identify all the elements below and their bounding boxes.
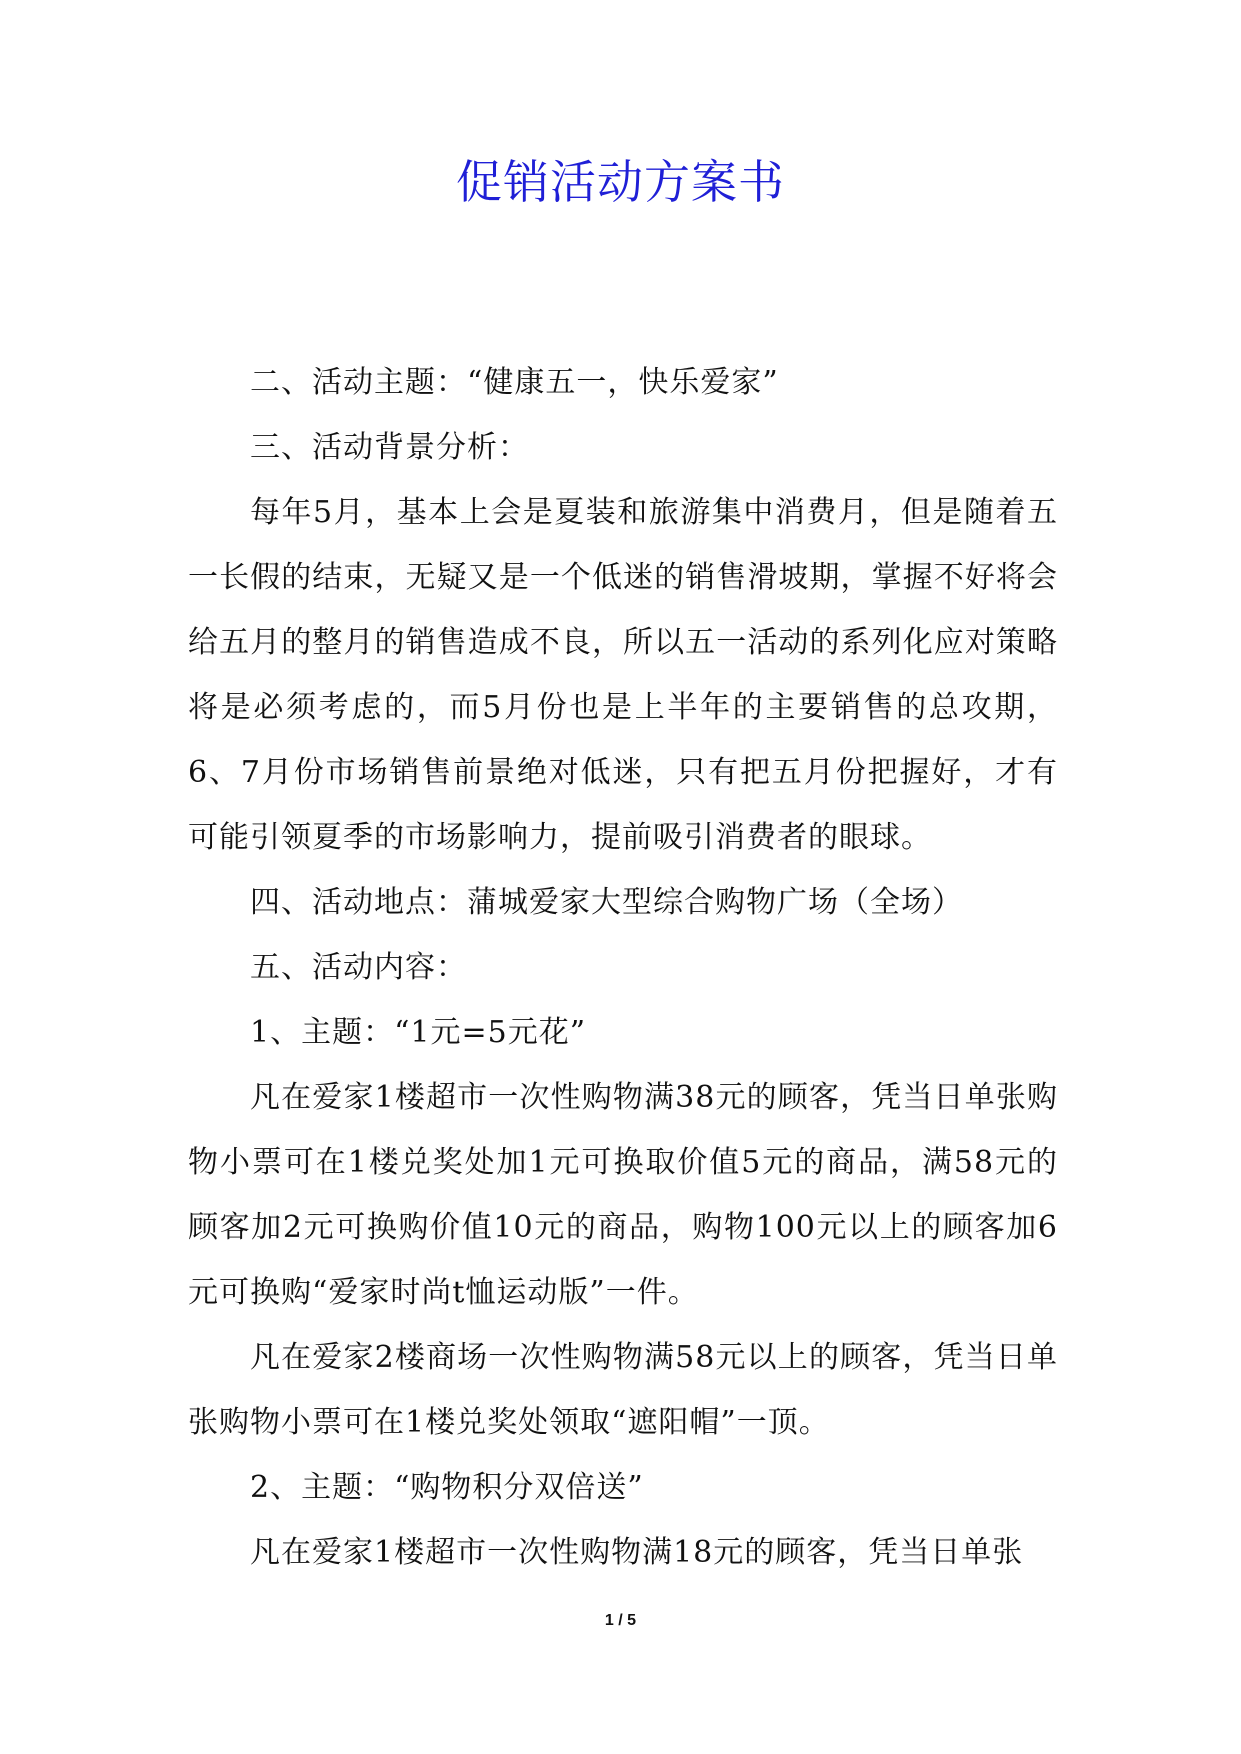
paragraph-points-offer: 凡在爱家1楼超市一次性购物满18元的顾客，凭当日单张 — [250, 1535, 1024, 1570]
paragraph-mall-offer: 凡在爱家2楼商场一次性购物满58元以上的顾客，凭当日单张购物小票可在1楼兑奖处领取“遮阳帽”一顶。 — [188, 1340, 1058, 1440]
page-number: 1 / 5 — [604, 1612, 637, 1629]
paragraph-activity-location: 四、活动地点：蒲城爱家大型综合购物广场（全场） — [250, 885, 963, 920]
paragraph-theme-two: 2、主题：“购物积分双倍送” — [250, 1470, 644, 1505]
paragraph-theme-one: 1、主题：“1元=5元花” — [250, 1015, 587, 1050]
paragraph-activity-theme: 二、活动主题：“健康五一，快乐爱家” — [250, 365, 779, 400]
paragraph-activity-content-heading: 五、活动内容： — [250, 950, 467, 985]
document-title: 促销活动方案书 — [456, 155, 785, 209]
document-body — [188, 350, 1058, 1585]
paragraph-background-analysis: 每年5月，基本上会是夏装和旅游集中消费月，但是随着五一长假的结束，无疑又是一个低迷的销售滑坡期，掌握不好将会给五月的整月的销售造成不良，所以五一活动的系列化应对策略将是必须考虑的，而5月份也是上半年的主要销售的总攻期，6、7月份市场销售前景绝对低迷，只有把五月份把握好，才有可能引领夏季的市场影响力，提前吸引消费者的眼球。 — [188, 495, 1058, 855]
paragraph-background-heading: 三、活动背景分析： — [250, 430, 529, 465]
paragraph-supermarket-offer: 凡在爱家1楼超市一次性购物满38元的顾客，凭当日单张购物小票可在1楼兑奖处加1元可换取价值5元的商品，满58元的顾客加2元可换购价值10元的商品，购物100元以上的顾客加6元可换购“爱家时尚t恤运动版”一件。 — [188, 1080, 1058, 1310]
